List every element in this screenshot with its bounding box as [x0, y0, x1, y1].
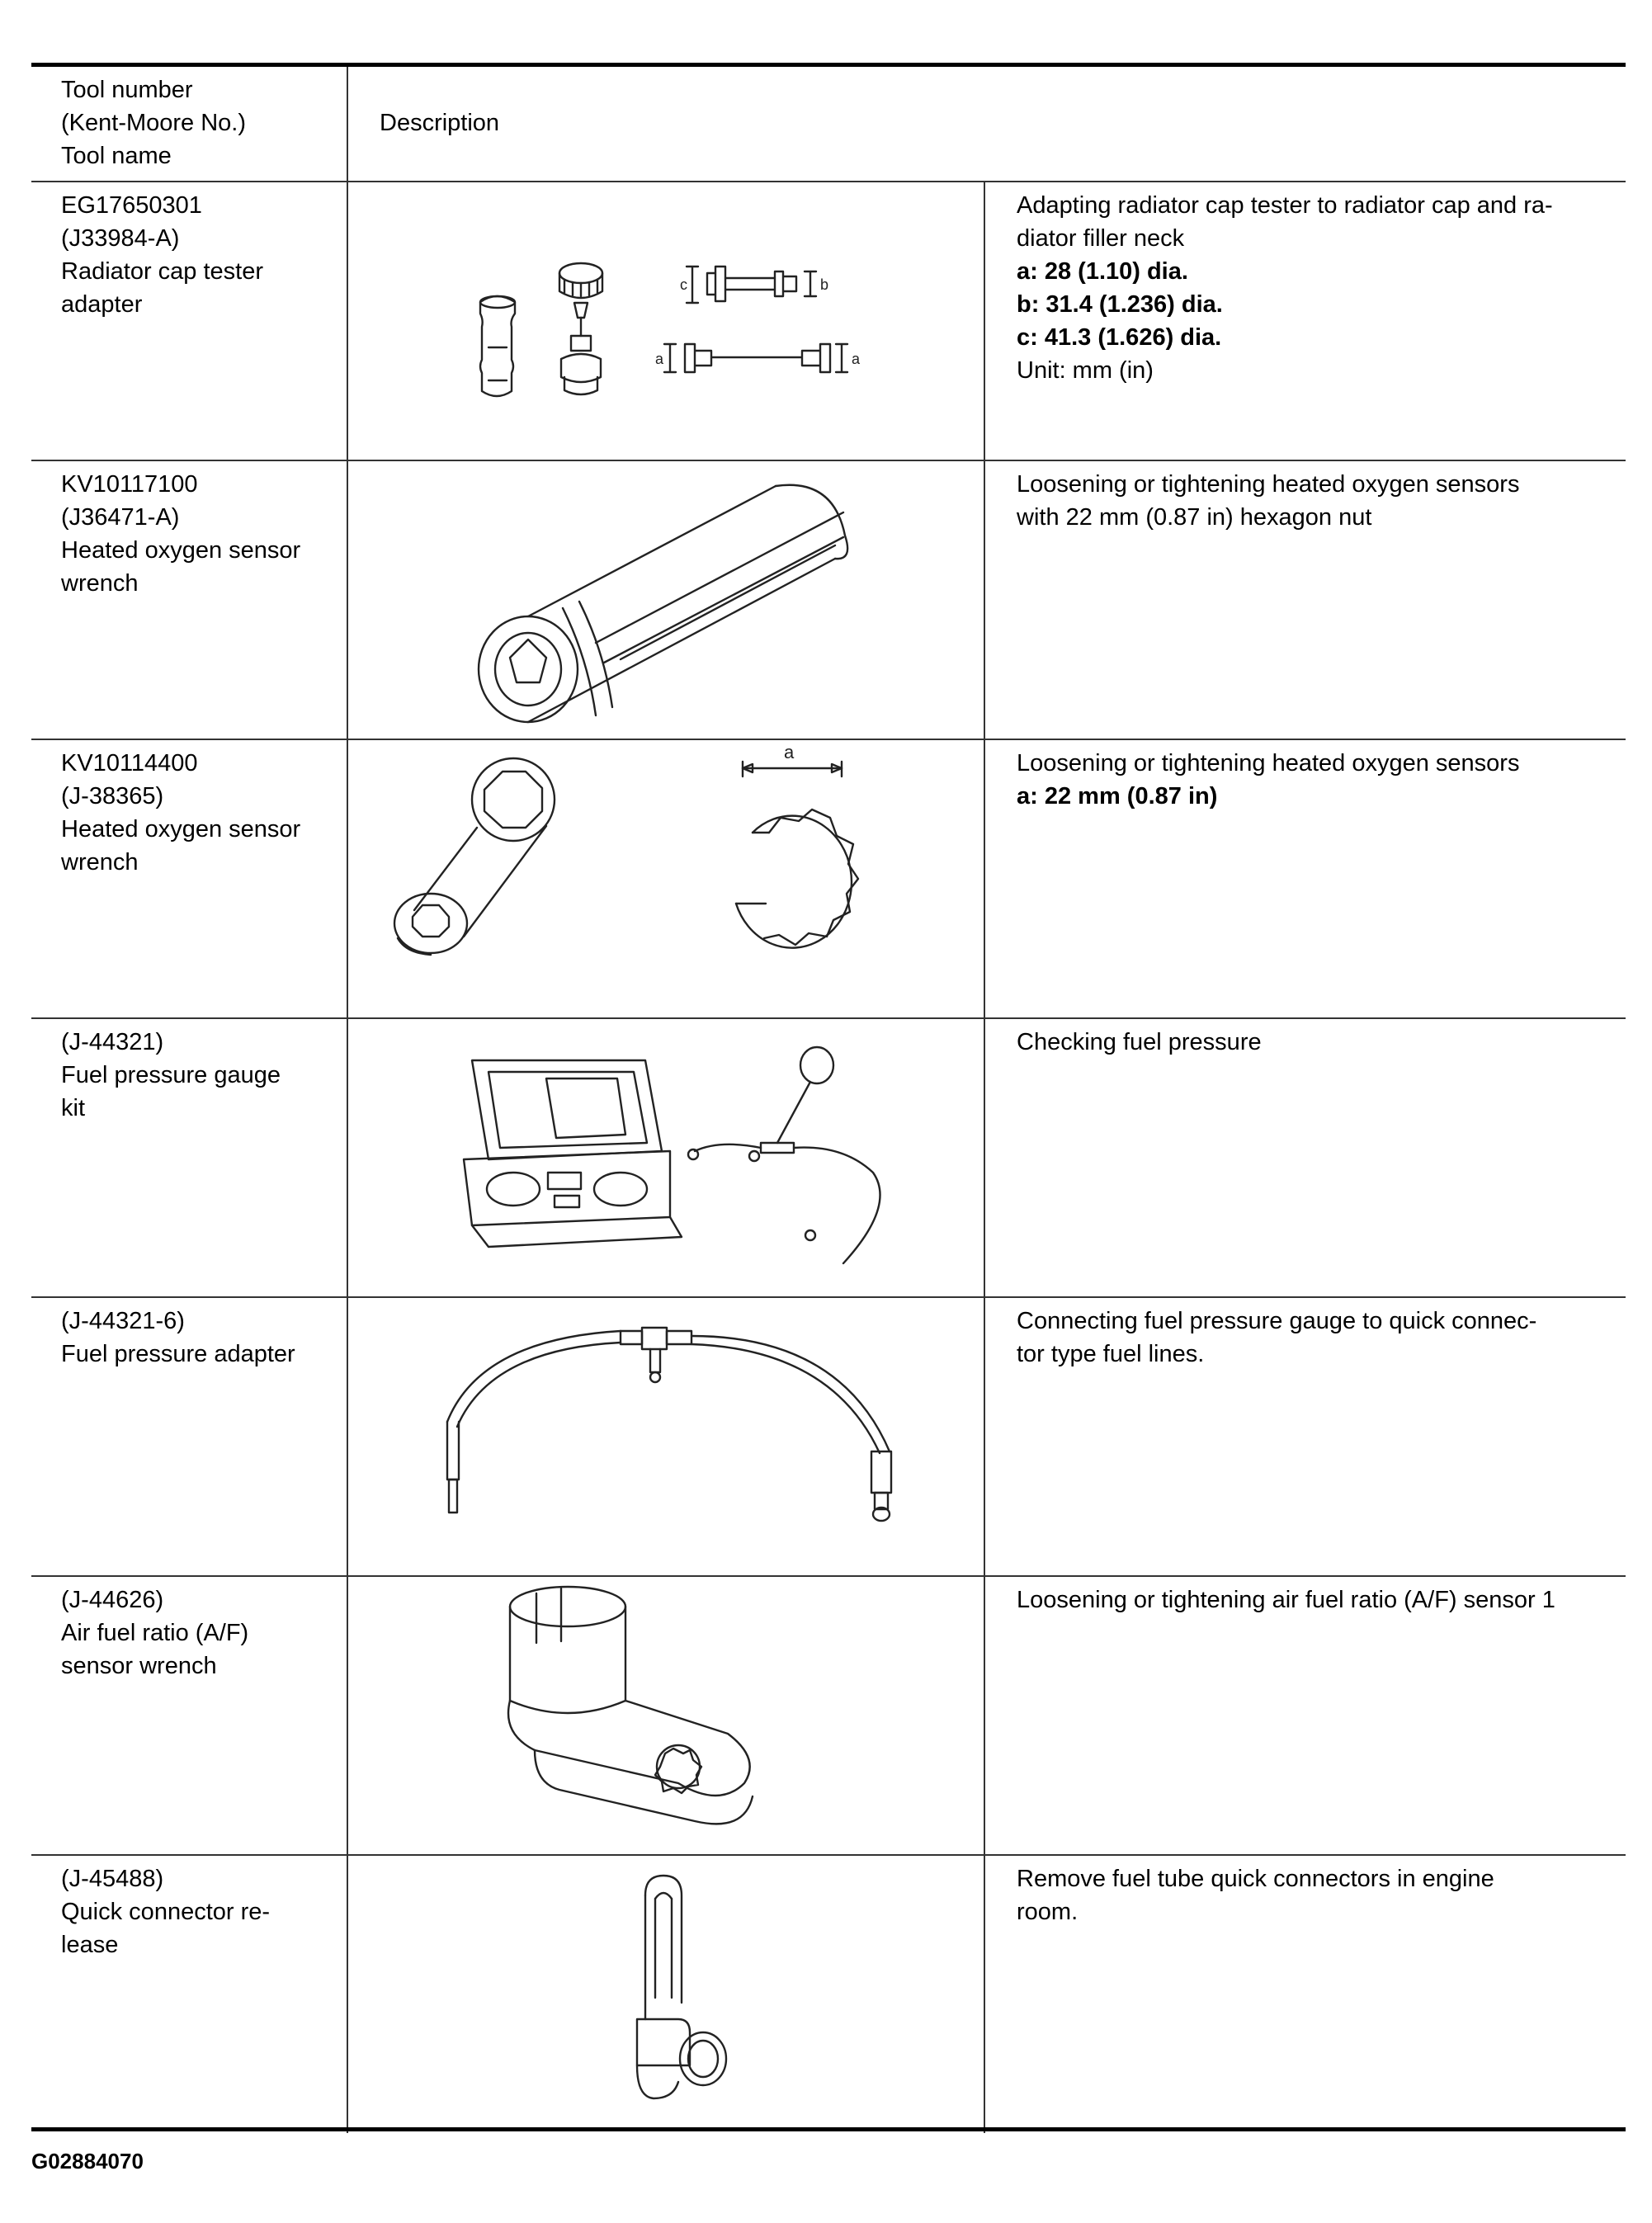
illustration-cell	[347, 1576, 984, 1855]
tool-cell	[31, 182, 347, 460]
tool-info: KV10114400 (J-38365) Heated oxygen sensor wrench	[61, 750, 301, 876]
description-text	[985, 182, 1626, 387]
description-text	[985, 1856, 1626, 1928]
description-cell	[984, 1297, 1626, 1576]
af-sensor-wrench-icon	[348, 1577, 985, 1854]
special-tools-table	[31, 67, 1626, 2133]
illustration-cell	[347, 739, 984, 1018]
description-line: room.	[1017, 1899, 1079, 1925]
description-line: with 22 mm (0.87 in) hexagon nut	[1017, 504, 1372, 531]
tool-cell	[31, 739, 347, 1018]
quick-connector-release-icon	[348, 1856, 985, 2133]
table-row	[31, 182, 1626, 460]
radiator-cap-tester-adapter-icon	[348, 182, 985, 460]
description-cell	[984, 182, 1626, 460]
tool-info: (J-44321) Fuel pressure gauge kit	[61, 1029, 281, 1121]
spec-line: b: 31.4 (1.236) dia.	[1017, 291, 1223, 318]
oxygen-sensor-socket-wrench-icon	[348, 461, 985, 739]
tool-cell	[31, 1576, 347, 1855]
dim-label-b: b	[820, 276, 829, 293]
description-line: diator filler neck	[1017, 225, 1185, 252]
tool-header-text: Tool number (Kent-Moore No.) Tool name	[61, 77, 247, 169]
tool-info: (J-44321-6) Fuel pressure adapter	[61, 1308, 295, 1367]
tool-cell	[31, 1018, 347, 1297]
spec-line: a: 28 (1.10) dia.	[1017, 258, 1188, 285]
description-line: Connecting fuel pressure gauge to quick connec-	[1017, 1308, 1537, 1334]
tool-cell	[31, 1855, 347, 2133]
illustration-cell	[347, 460, 984, 739]
description-line: Loosening or tightening heated oxygen sensors	[1017, 471, 1520, 498]
description-line: Unit: mm (in)	[1017, 357, 1154, 384]
illustration-cell	[347, 1297, 984, 1576]
description-cell	[984, 739, 1626, 1018]
dim-label-a-left: a	[655, 351, 664, 367]
flare-nut-wrench-icon	[348, 740, 985, 1017]
description-text	[985, 461, 1626, 534]
description-line: Checking fuel pressure	[1017, 1029, 1262, 1055]
spec-line: a: 22 mm (0.87 in)	[1017, 783, 1218, 809]
table-row	[31, 1855, 1626, 2133]
description-line: Loosening or tightening heated oxygen sensors	[1017, 750, 1520, 776]
bottom-rule	[31, 2127, 1626, 2131]
table-row	[31, 739, 1626, 1018]
dim-label-a-right: a	[852, 351, 861, 367]
description-text	[985, 1577, 1626, 1617]
illustration-cell	[347, 1855, 984, 2133]
table-row	[31, 1576, 1626, 1855]
tool-cell	[31, 1297, 347, 1576]
description-cell	[984, 460, 1626, 739]
table-header-row	[31, 67, 1626, 182]
description-line: Adapting radiator cap tester to radiator cap and ra-	[1017, 192, 1553, 219]
description-cell	[984, 1855, 1626, 2133]
table-row	[31, 1018, 1626, 1297]
illustration-cell	[347, 1018, 984, 1297]
spec-line: c: 41.3 (1.626) dia.	[1017, 324, 1222, 351]
description-text	[985, 1298, 1626, 1371]
description-line: Remove fuel tube quick connectors in engine	[1017, 1866, 1494, 1892]
description-cell	[984, 1576, 1626, 1855]
illustration-cell	[347, 182, 984, 460]
figure-code: G02884070	[31, 2149, 144, 2173]
description-text	[985, 740, 1626, 813]
description-column-header	[347, 67, 1626, 182]
fuel-pressure-gauge-kit-icon	[348, 1019, 985, 1296]
dim-label-c: c	[680, 276, 687, 293]
table-row	[31, 460, 1626, 739]
description-line: Loosening or tightening air fuel ratio (A/F) sensor 1	[1017, 1587, 1555, 1613]
tool-cell	[31, 460, 347, 739]
description-cell	[984, 1018, 1626, 1297]
description-header-text: Description	[380, 110, 500, 136]
tool-info: (J-44626) Air fuel ratio (A/F) sensor wrench	[61, 1587, 249, 1679]
table-row	[31, 1297, 1626, 1576]
dim-label-a: a	[784, 742, 795, 762]
tool-column-header	[31, 67, 347, 182]
tool-info: (J-45488) Quick connector re- lease	[61, 1866, 271, 1958]
fuel-pressure-adapter-hose-icon	[348, 1298, 985, 1575]
description-text	[985, 1019, 1626, 1059]
description-line: tor type fuel lines.	[1017, 1341, 1205, 1367]
tool-info: EG17650301 (J33984-A) Radiator cap tester adapter	[61, 192, 264, 318]
tool-info: KV10117100 (J36471-A) Heated oxygen sensor wrench	[61, 471, 301, 597]
